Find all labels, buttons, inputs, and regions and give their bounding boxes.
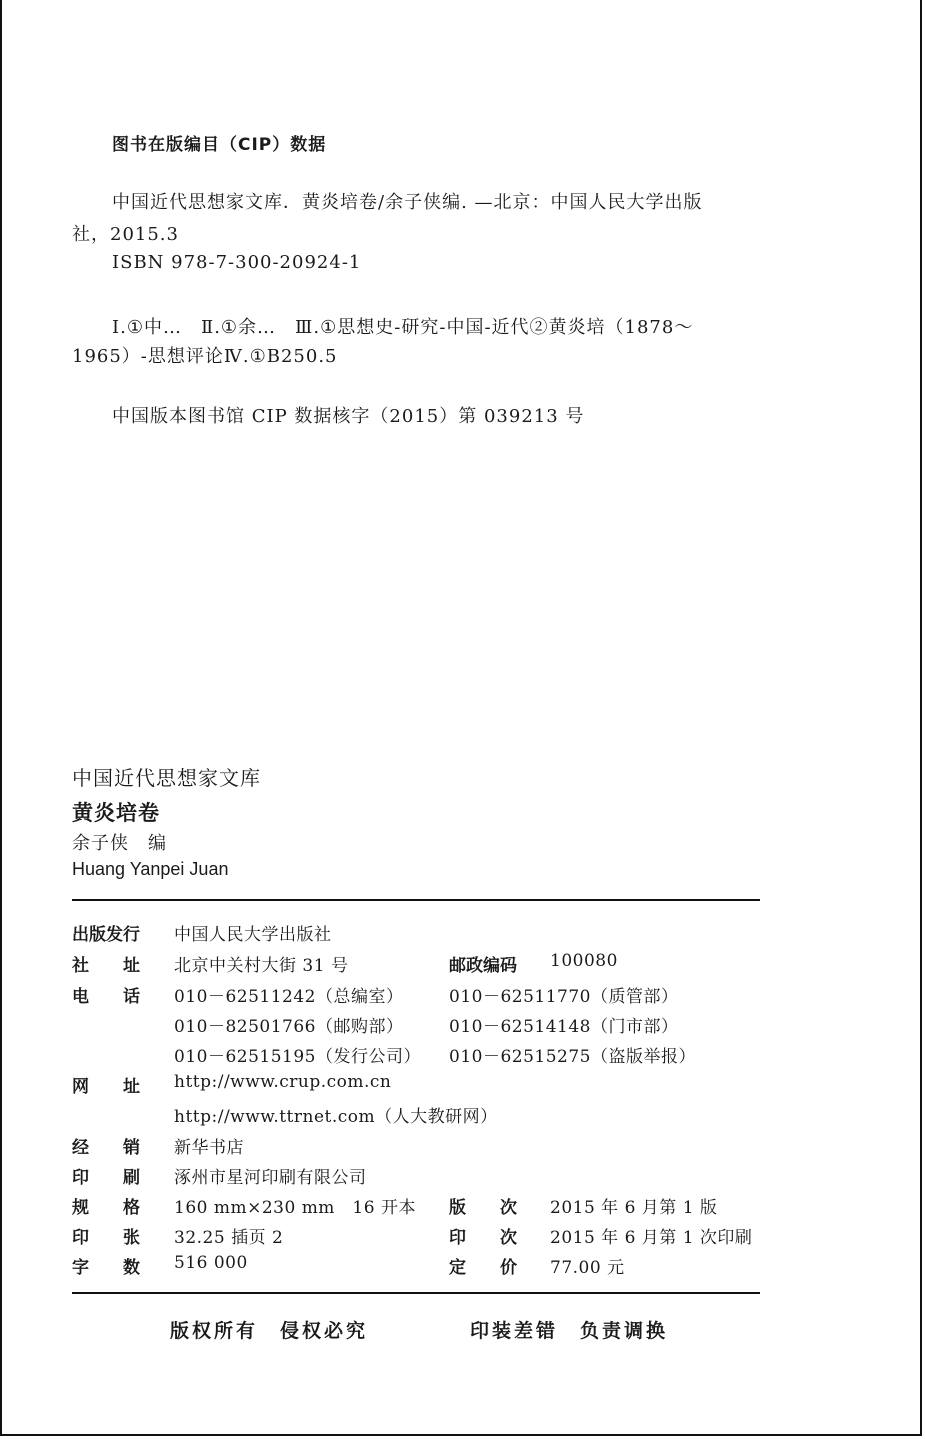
- phone-value-4: 010－62514148（门市部）: [449, 1017, 679, 1037]
- distributor-label: 经 销: [72, 1138, 140, 1158]
- defect-notice: 印装差错 负责调换: [470, 1320, 669, 1342]
- edition-value: 2015 年 6 月第 1 版: [550, 1198, 718, 1218]
- website-link-2[interactable]: http://www.ttrnet.com（人大教研网）: [174, 1107, 498, 1127]
- cip-line-5: 1965）-思想评论Ⅳ.①B250.5: [72, 346, 338, 367]
- cip-isbn: ISBN 978-7-300-20924-1: [112, 252, 362, 273]
- edition-label: 版 次: [449, 1198, 517, 1218]
- bottom-rule: [72, 1292, 760, 1294]
- word-count-value: 516 000: [174, 1253, 248, 1273]
- price-label: 定 价: [449, 1258, 517, 1278]
- publisher-label: 出版发行: [72, 925, 140, 945]
- copyright-notice: 版权所有 侵权必究: [170, 1320, 369, 1342]
- printing-value: 2015 年 6 月第 1 次印刷: [550, 1228, 753, 1248]
- book-title: 黄炎培卷: [72, 801, 160, 825]
- price-value: 77.00 元: [550, 1258, 625, 1278]
- address-label: 社 址: [72, 956, 140, 976]
- cip-line-2: 社，2015.3: [72, 224, 179, 245]
- phone-value-3: 010－82501766（邮购部）: [174, 1017, 404, 1037]
- word-count-label: 字 数: [72, 1258, 140, 1278]
- book-pinyin-title: Huang Yanpei Juan: [72, 859, 229, 879]
- phone-label: 电 话: [72, 987, 140, 1007]
- book-editor: 余子侠 编: [72, 833, 167, 854]
- postcode-value: 100080: [550, 951, 618, 971]
- cip-heading: 图书在版编目（CIP）数据: [112, 135, 327, 155]
- size-label: 规 格: [72, 1198, 140, 1218]
- website-link-1[interactable]: http://www.crup.com.cn: [174, 1072, 392, 1092]
- cip-line-6: 中国版本图书馆 CIP 数据核字（2015）第 039213 号: [112, 406, 585, 427]
- website-label: 网 址: [72, 1077, 140, 1097]
- series-name: 中国近代思想家文库: [72, 766, 261, 790]
- publisher-value: 中国人民大学出版社: [174, 925, 332, 945]
- printing-label: 印 次: [449, 1228, 517, 1248]
- distributor-value: 新华书店: [174, 1138, 244, 1158]
- address-value: 北京中关村大街 31 号: [174, 956, 349, 976]
- printer-value: 涿州市星河印刷有限公司: [174, 1168, 367, 1188]
- top-rule: [72, 899, 760, 901]
- cip-line-1: 中国近代思想家文库．黄炎培卷/余子侠编. —北京：中国人民大学出版: [112, 192, 703, 213]
- phone-value-6: 010－62515275（盗版举报）: [449, 1047, 696, 1067]
- phone-value-1: 010－62511242（总编室）: [174, 987, 404, 1007]
- sheets-value: 32.25 插页 2: [174, 1228, 284, 1248]
- printer-label: 印 刷: [72, 1168, 140, 1188]
- phone-value-5: 010－62515195（发行公司）: [174, 1047, 421, 1067]
- size-value: 160 mm×230 mm 16 开本: [174, 1198, 416, 1218]
- sheets-label: 印 张: [72, 1228, 140, 1248]
- cip-line-4: Ⅰ.①中… Ⅱ.①余… Ⅲ.①思想史-研究-中国-近代②黄炎培（1878～: [112, 317, 694, 338]
- postcode-label: 邮政编码: [449, 956, 517, 976]
- phone-value-2: 010－62511770（质管部）: [449, 987, 679, 1007]
